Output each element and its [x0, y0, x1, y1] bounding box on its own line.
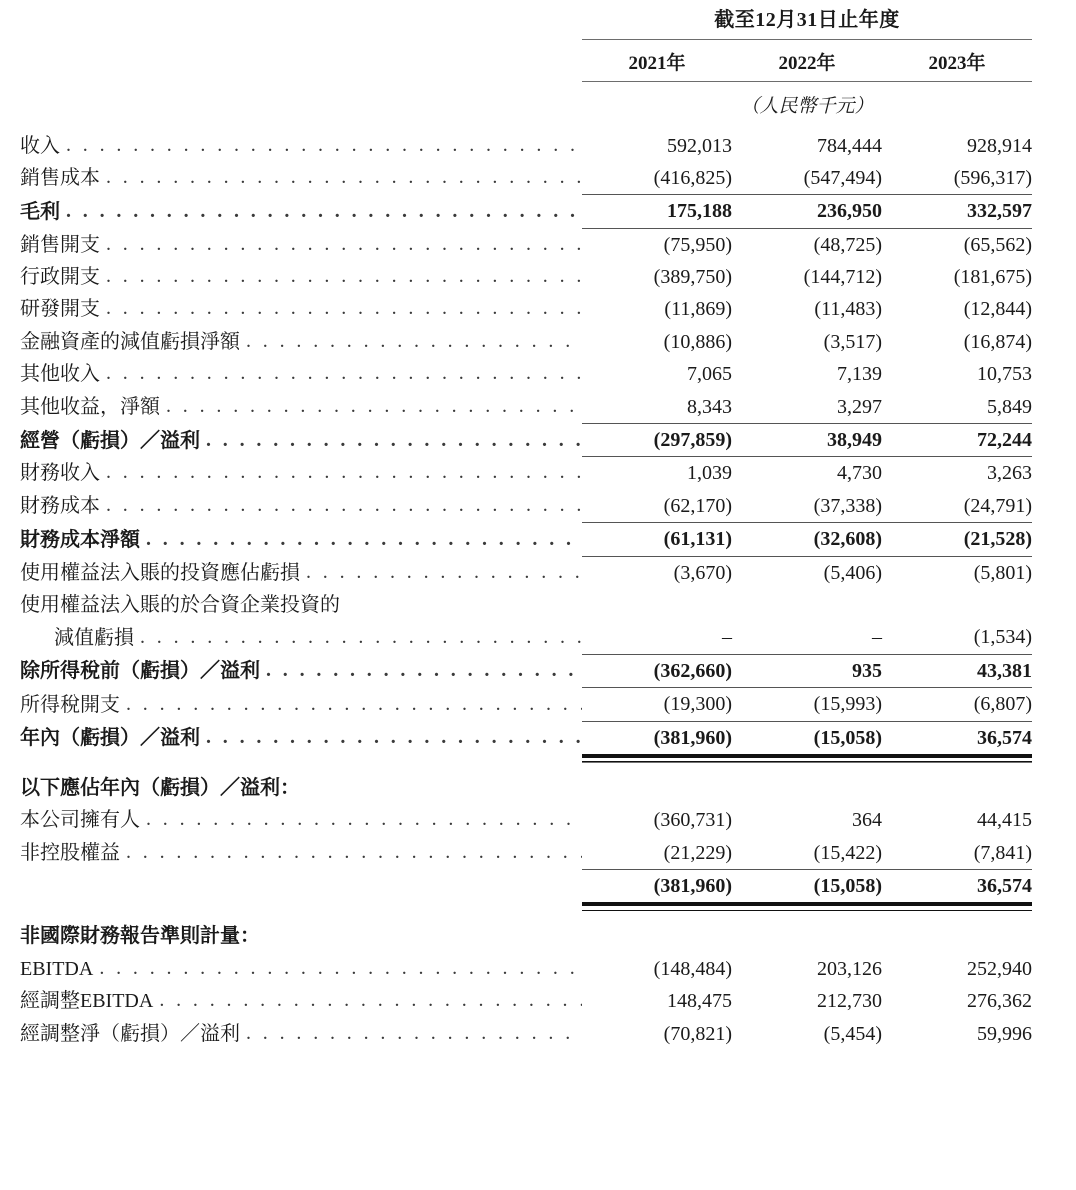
row-label-text: 財務成本淨額: [20, 528, 140, 551]
row-label-jv-impairment-l1: [20, 589, 582, 621]
row-label-text: 經營（虧損）／溢利: [20, 429, 200, 452]
year-header-empty: [20, 39, 582, 81]
row-label-finance-costs: [20, 490, 582, 523]
cell-selling-expenses-col1: (75,950): [663, 233, 732, 256]
row-label-text: 行政開支: [20, 266, 100, 289]
non-ifrs-heading: 非國際財務報告準則計量：: [20, 925, 260, 948]
leader-dots: [106, 163, 582, 191]
double-rule-profit-for-year-col2: [732, 754, 882, 763]
cell-profit-before-tax-col2: 935: [852, 659, 882, 682]
spacer-cell: [582, 763, 732, 772]
row-label-finance-income: [20, 457, 582, 489]
table-body-main: [20, 130, 1032, 1051]
row-label-admin-expenses: [20, 261, 582, 293]
row-label-text: 減值虧損: [54, 626, 134, 649]
column-header-year-2021: 2021年: [582, 39, 732, 81]
cell-ebitda-col1: (148,484): [653, 957, 732, 980]
double-rule-profit-for-year-col3: [882, 754, 1032, 763]
row-label-profit-before-tax: [20, 655, 582, 688]
cell-selling-expenses-col3: (65,562): [963, 233, 1033, 256]
cell-adjusted-net-col3: 59,996: [977, 1022, 1033, 1045]
table-row: [20, 953, 1032, 985]
non-ifrs-heading-spacer: [732, 920, 882, 952]
table-row: [20, 722, 1032, 754]
attribution-heading-row: [20, 772, 1032, 804]
table-row: [20, 1018, 1032, 1050]
row-label-adjusted-ebitda: [20, 985, 582, 1017]
cell-profit-before-tax-col1: (362,660): [653, 659, 732, 682]
leader-dots: [106, 458, 582, 486]
row-label-finance-costs-net: [20, 523, 582, 556]
cell-finance-costs-net-col3: (21,528): [963, 528, 1033, 551]
double-rule-attribution-total: [20, 902, 1032, 911]
cell-other-gains-net-col1: 8,343: [687, 395, 732, 418]
table-row: [20, 837, 1032, 870]
table-row: [20, 391, 1032, 424]
row-label-text: 其他收入: [20, 363, 100, 386]
leader-dots: [146, 525, 582, 553]
cell-attribution-total-col3: 36,574: [977, 875, 1033, 898]
cell-finance-costs-net-col1: (61,131): [663, 528, 732, 551]
cell-finance-income-col1: 1,039: [687, 462, 732, 485]
financial-summary-table: [20, 0, 1032, 1050]
non-ifrs-heading-spacer: [882, 920, 1032, 952]
leader-dots: [106, 294, 582, 322]
cell-jv-impairment-l2-col1: –: [722, 626, 732, 649]
leader-dots: [126, 838, 582, 866]
cell-attribution-total-col2: (15,058): [813, 875, 882, 898]
table-row: [20, 621, 1032, 654]
row-label-text: 財務收入: [20, 462, 100, 485]
table-row: [20, 804, 1032, 836]
row-label-other-gains-net: [20, 391, 582, 424]
row-label-gross-profit: [20, 195, 582, 228]
currency-note-row: [20, 81, 1032, 130]
row-label-revenue: [20, 130, 582, 162]
row-label-ebitda: [20, 953, 582, 985]
table-row: [20, 424, 1032, 457]
cell-impairment-fin-assets-col3: (16,874): [963, 330, 1033, 353]
row-label-text: 金融資產的減值虧損淨額: [20, 330, 240, 353]
row-label-text: 非控股權益: [20, 842, 120, 865]
row-label-text: 銷售開支: [20, 233, 100, 256]
cell-operating-profit-col2: 38,949: [827, 429, 882, 452]
row-label-text: 銷售成本: [20, 167, 100, 190]
currency-note-empty: [20, 81, 582, 130]
period-title-row: [20, 0, 1032, 37]
cell-gross-profit-col2: 236,950: [817, 200, 882, 223]
cell-jv-impairment-l1-col3: [882, 589, 1032, 621]
attribution-total-label: [20, 870, 582, 902]
cell-rd-expenses-col1: (11,869): [664, 298, 732, 321]
header-empty-cell: [20, 0, 582, 37]
row-label-jv-impairment-l2: [20, 621, 582, 654]
leader-dots: [99, 954, 582, 982]
cell-owners-of-company-col2: 364: [852, 809, 882, 832]
row-label-other-income: [20, 358, 582, 390]
cell-adjusted-net-col1: (70,821): [663, 1022, 732, 1045]
row-label-text: 使用權益法入賬的於合資企業投資的: [20, 593, 340, 616]
cell-profit-for-year-col2: (15,058): [813, 726, 882, 749]
leader-dots: [159, 986, 582, 1014]
cell-jv-impairment-l1-col2: [732, 589, 882, 621]
leader-dots: [106, 491, 582, 519]
spacer-row: [20, 911, 1032, 920]
leader-dots: [146, 805, 582, 833]
cell-share-of-losses-col2: (5,406): [823, 561, 882, 584]
leader-dots: [66, 197, 582, 225]
attribution-total-row: [20, 870, 1032, 902]
row-label-text: 其他收益，淨額: [20, 396, 160, 419]
cell-finance-costs-net-col2: (32,608): [813, 528, 882, 551]
cell-share-of-losses-col3: (5,801): [973, 561, 1033, 584]
leader-dots: [246, 327, 582, 355]
cell-adjusted-ebitda-col2: 212,730: [817, 990, 882, 1013]
non-ifrs-heading-spacer: [582, 920, 732, 952]
spacer-row: [20, 763, 1032, 772]
row-label-text: 經調整淨（虧損）／溢利: [20, 1022, 240, 1045]
cell-gross-profit-col3: 332,597: [967, 200, 1033, 223]
row-label-income-tax-expense: [20, 688, 582, 721]
cell-cost-of-sales-col1: (416,825): [653, 166, 732, 189]
leader-dots: [106, 262, 582, 290]
row-label-impairment-fin-assets: [20, 326, 582, 358]
cell-admin-expenses-col3: (181,675): [953, 266, 1033, 289]
cell-admin-expenses-col2: (144,712): [803, 266, 882, 289]
double-rule-profit-for-year-col1: [582, 754, 732, 763]
cell-non-controlling-col1: (21,229): [663, 841, 732, 864]
cell-profit-for-year-col3: 36,574: [977, 726, 1033, 749]
table-row: [20, 688, 1032, 721]
leader-dots: [266, 656, 582, 684]
table-row: [20, 557, 1032, 589]
row-label-share-of-losses: [20, 557, 582, 589]
row-label-text: 本公司擁有人: [20, 809, 140, 832]
table-row: [20, 261, 1032, 293]
spacer-cell: [732, 763, 882, 772]
table-row: [20, 229, 1032, 261]
leader-dots: [166, 392, 582, 420]
leader-dots: [206, 426, 582, 454]
row-label-text: 除所得稅前（虧損）／溢利: [20, 660, 260, 683]
cell-impairment-fin-assets-col1: (10,886): [663, 330, 732, 353]
cell-revenue-col3: 928,914: [967, 134, 1033, 157]
cell-jv-impairment-l1-col1: [582, 589, 732, 621]
rule-gap: [20, 754, 582, 763]
row-label-text: 經調整EBITDA: [20, 990, 154, 1013]
double-rule-attribution-total-col3: [882, 902, 1032, 911]
cell-non-controlling-col2: (15,422): [813, 841, 882, 864]
cell-other-gains-net-col2: 3,297: [837, 395, 882, 418]
spacer-cell: [20, 911, 582, 920]
cell-revenue-col2: 784,444: [817, 134, 882, 157]
cell-owners-of-company-col3: 44,415: [977, 809, 1033, 832]
table-row: [20, 523, 1032, 556]
attribution-heading-spacer: [732, 772, 882, 804]
leader-dots: [66, 131, 582, 159]
cell-finance-income-col2: 4,730: [837, 462, 882, 485]
cell-rd-expenses-col2: (11,483): [814, 298, 882, 321]
table-row: [20, 293, 1032, 325]
cell-cost-of-sales-col3: (596,317): [953, 166, 1033, 189]
cell-income-tax-expense-col3: (6,807): [973, 693, 1033, 716]
spacer-cell: [882, 911, 1032, 920]
cell-other-income-col1: 7,065: [687, 363, 732, 386]
double-rule-attribution-total-col1: [582, 902, 732, 911]
cell-cost-of-sales-col2: (547,494): [803, 166, 882, 189]
spacer-cell: [882, 763, 1032, 772]
row-label-text: 毛利: [20, 200, 60, 223]
row-label-text: 收入: [20, 134, 60, 157]
leader-dots: [106, 230, 582, 258]
cell-profit-before-tax-col3: 43,381: [977, 659, 1033, 682]
double-rule-attribution-total-col2: [732, 902, 882, 911]
row-label-text: 所得稅開支: [20, 693, 120, 716]
row-label-owners-of-company: [20, 804, 582, 836]
leader-dots: [206, 723, 582, 751]
cell-finance-costs-col2: (37,338): [813, 494, 882, 517]
cell-income-tax-expense-col1: (19,300): [663, 693, 732, 716]
table-row: [20, 326, 1032, 358]
cell-ebitda-col3: 252,940: [967, 957, 1033, 980]
cell-other-income-col3: 10,753: [977, 363, 1033, 386]
leader-dots: [106, 359, 582, 387]
cell-attribution-total-col1: (381,960): [653, 875, 732, 898]
cell-revenue-col1: 592,013: [667, 134, 732, 157]
table-row: [20, 130, 1032, 162]
attribution-heading-spacer: [582, 772, 732, 804]
spacer-cell: [582, 911, 732, 920]
cell-finance-costs-col3: (24,791): [963, 494, 1033, 517]
table-row: [20, 457, 1032, 489]
attribution-heading-spacer: [882, 772, 1032, 804]
table-row: [20, 162, 1032, 195]
cell-non-controlling-col3: (7,841): [973, 841, 1033, 864]
double-rule-profit-for-year: [20, 754, 1032, 763]
non-ifrs-heading-row: [20, 920, 1032, 952]
column-header-year-2022: 2022年: [732, 39, 882, 81]
leader-dots: [306, 558, 582, 586]
cell-finance-income-col3: 3,263: [987, 462, 1033, 485]
cell-adjusted-ebitda-col3: 276,362: [967, 990, 1033, 1013]
table-row: [20, 985, 1032, 1017]
table-header: [20, 0, 1032, 130]
table-row: [20, 589, 1032, 621]
row-label-text: EBITDA: [20, 957, 94, 980]
spacer-cell: [732, 911, 882, 920]
cell-operating-profit-col3: 72,244: [977, 429, 1033, 452]
cell-operating-profit-col1: (297,859): [653, 429, 732, 452]
cell-adjusted-net-col2: (5,454): [823, 1022, 882, 1045]
row-label-non-controlling: [20, 837, 582, 870]
column-header-year-2023: 2023年: [882, 39, 1032, 81]
cell-other-income-col2: 7,139: [837, 363, 882, 386]
cell-impairment-fin-assets-col2: (3,517): [823, 330, 882, 353]
table-row: [20, 358, 1032, 390]
cell-finance-costs-col1: (62,170): [663, 494, 732, 517]
cell-ebitda-col2: 203,126: [817, 957, 882, 980]
row-label-selling-expenses: [20, 229, 582, 261]
cell-selling-expenses-col2: (48,725): [813, 233, 882, 256]
cell-jv-impairment-l2-col2: –: [872, 626, 882, 649]
cell-adjusted-ebitda-col1: 148,475: [667, 990, 732, 1013]
row-label-text: 財務成本: [20, 495, 100, 518]
year-header-row: [20, 39, 1032, 81]
cell-admin-expenses-col1: (389,750): [653, 266, 732, 289]
cell-rd-expenses-col3: (12,844): [963, 298, 1033, 321]
cell-profit-for-year-col1: (381,960): [653, 726, 732, 749]
row-label-operating-profit: [20, 424, 582, 457]
period-title: 截至12月31日止年度: [714, 9, 900, 31]
row-label-adjusted-net: [20, 1018, 582, 1050]
row-label-profit-for-year: [20, 722, 582, 754]
table-row: [20, 655, 1032, 688]
row-label-text: 研發開支: [20, 298, 100, 321]
table-row: [20, 195, 1032, 228]
table-row: [20, 490, 1032, 523]
cell-income-tax-expense-col2: (15,993): [813, 693, 882, 716]
cell-owners-of-company-col1: (360,731): [653, 809, 732, 832]
spacer-cell: [20, 763, 582, 772]
leader-dots: [140, 623, 582, 651]
row-label-text: 年內（虧損）／溢利: [20, 726, 200, 749]
cell-share-of-losses-col1: (3,670): [673, 561, 732, 584]
cell-other-gains-net-col3: 5,849: [987, 395, 1033, 418]
attribution-heading: 以下應佔年內（虧損）／溢利：: [20, 776, 300, 799]
row-label-text: 使用權益法入賬的投資應佔虧損: [20, 561, 300, 584]
row-label-cost-of-sales: [20, 162, 582, 195]
rule-gap: [20, 902, 582, 911]
cell-jv-impairment-l2-col3: (1,534): [973, 626, 1033, 649]
leader-dots: [126, 690, 582, 718]
currency-note: （人民幣千元）: [740, 95, 874, 117]
leader-dots: [246, 1019, 582, 1047]
row-label-rd-expenses: [20, 293, 582, 325]
cell-gross-profit-col1: 175,188: [667, 200, 732, 223]
